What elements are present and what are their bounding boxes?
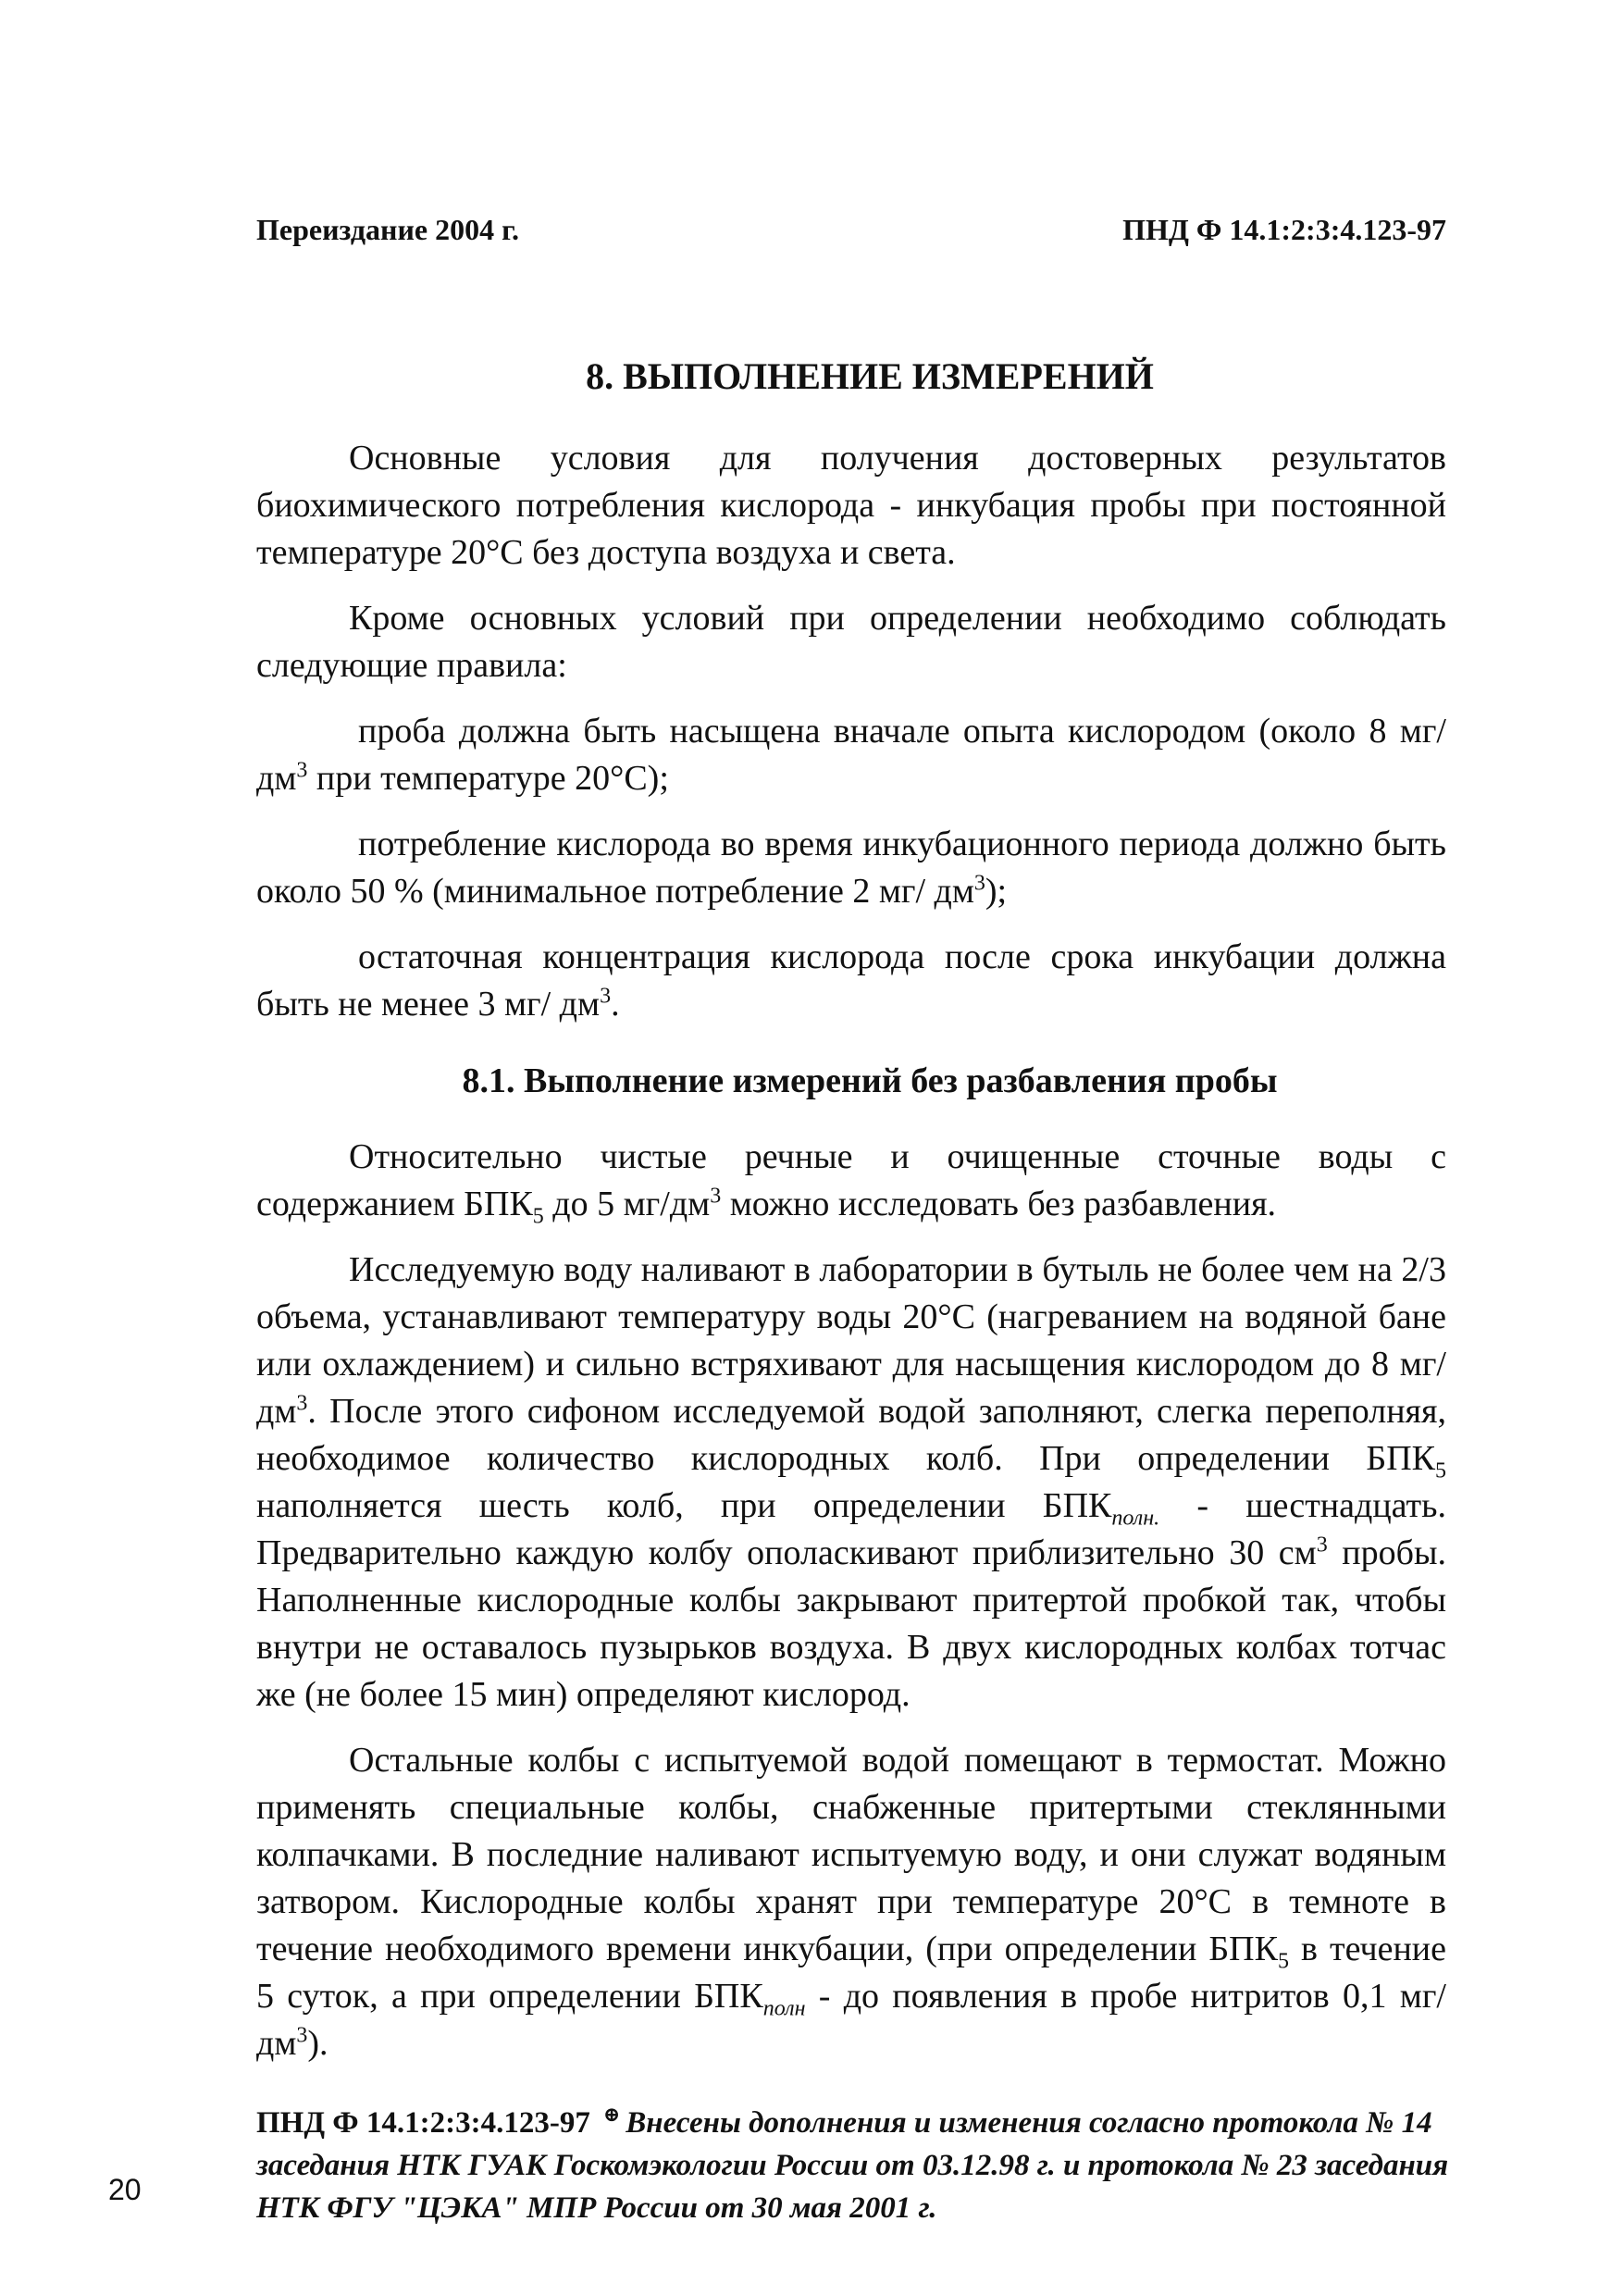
rule-item-saturation: проба должна быть насыщена вначале опыта кислородом (около 8 $мг/дм^3$ при температуре 20°С);	[256, 712, 1446, 798]
footnote-code: ПНД Ф 14.1:2:3:4.123-97	[256, 2106, 590, 2140]
footnote	[256, 2093, 1450, 2229]
footnote-text: Внесены дополнения и изменения согласно протокола № 14 заседания НТК ГУАК Госкомэкологии России от 03.12.98 г. и протокола № 23 заседания НТК ФГУ "ЦЭКА" МПР России от 30 мая 2001 г.	[256, 2106, 1449, 2225]
rule-item-residual: остаточная концентрация кислорода после срока инкубации должна быть не менее 3 мг/ $дм^3$.	[256, 937, 1446, 1024]
paragraph-conditions: Основные условия для получения достоверных результатов биохимического потребления кислорода - инкубация пробы при постоянной температуре 20°С без доступа воздуха и света.	[256, 439, 1446, 572]
footnote-mark-icon: ⊕	[602, 2103, 621, 2126]
document-code-header: ПНД Ф 14.1:2:3:4.123-97	[1122, 213, 1446, 246]
paragraph-procedure: Исследуемую воду наливают в лаборатории в бутыль не более чем на 2/3 объема, устанавливают температуру воды 20°С (нагреванием на водяной бане или охлаждением) и сильно встряхивают для насыщения кислородом до 8 $мг/дм^3$. После этого сифоном исследуемой водой заполняют, слегка переполняя, необходимое количество кислородных колб. При определении $БПК_5$ наполняется шесть колб, при определении $БПК_{полн.}$ - шестнадцать. Предварительно каждую колбу ополаскивают приблизительно 30 $см^3$ пробы. Наполненные кислородные колбы закрывают притертой пробкой так, чтобы внутри не оставалось пузырьков воздуха. В двух кислородных колбах тотчас же (не более 15 мин) определяют кислород.	[256, 1250, 1446, 1714]
section-title: 8. ВЫПОЛНЕНИЕ ИЗМЕРЕНИЙ	[586, 355, 1154, 397]
paragraph-clean-water: Относительно чистые речные и очищенные сточные воды с содержанием $БПК_5$ до 5 $мг/дм^3$ можно исследовать без разбавления.	[256, 1137, 1446, 1229]
subsection-title: 8.1. Выполнение измерений без разбавления пробы	[462, 1061, 1278, 1100]
paragraph-incubation: Остальные колбы с испытуемой водой помещают в термостат. Можно применять специальные колбы, снабженные притертыми стеклянными колпачками. В последние наливают испытуемую воду, и они служат водяным затвором. Кислородные колбы хранят при температуре 20°С в темноте в течение необходимого времени инкубации, (при определении $БПК_5$ в течение 5 суток, а при определении $БПК_{полн}$ - до появления в пробе нитритов 0,1 $мг/дм^3$).	[256, 1741, 1446, 2063]
paragraph-rules-intro: Кроме основных условий при определении необходимо соблюдать следующие правила:	[256, 599, 1446, 685]
rule-item-consumption: потребление кислорода во время инкубационного периода должно быть около 50 % (минимальное потребление 2 мг/ $дм^3$);	[256, 825, 1446, 911]
page-number: 20	[108, 2173, 142, 2206]
edition-header: Переиздание 2004 г.	[256, 213, 519, 246]
section-body	[256, 435, 1446, 2086]
